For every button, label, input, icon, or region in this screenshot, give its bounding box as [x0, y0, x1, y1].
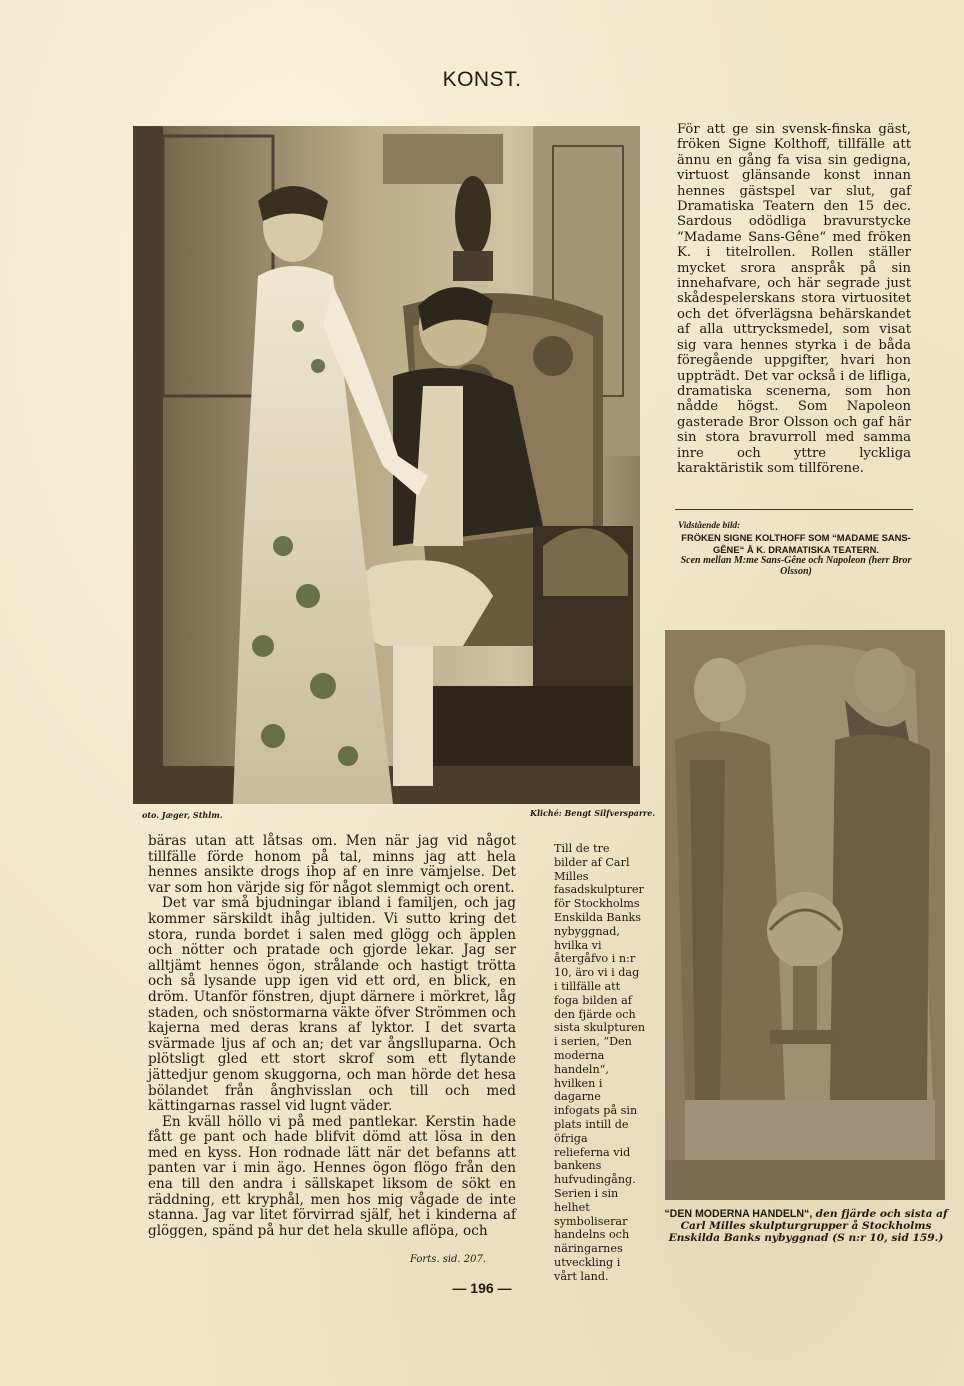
article-intro: [677, 122, 911, 476]
continued-note: Forts. sid. 207.: [410, 1254, 487, 1265]
page-title: KONST.: [442, 68, 522, 91]
relief-caption-text: den fjärde och sista af Carl Milles skulpturgrupper å Stockholms Enskilda Banks nybyggnad (S n:r 10, sid 159.): [668, 1208, 948, 1245]
main-photo-caption: [678, 521, 914, 577]
cliche-credit: Kliché: Bengt Silfversparre.: [530, 808, 656, 818]
relief-caption-title: “DEN MODERNA HANDELN“,: [664, 1208, 813, 1220]
page-number: — 196 —: [452, 1280, 512, 1296]
story-paragraph-2: Det var små bjudningar ibland i familjen, och jag kommer särskildt ihåg jultiden. Vi sutto kring det stora, runda bordet i salen med glögg och äpplen och nötter och pratade och gjorde lekar. Jag ser alltjämt hennes ögon, strålande och hastigt trötta och så lysande upp igen vid ett ord, en blick, en dröm. Utanför fönstren, djupt därnere i mörkret, låg staden, och snöstormarna väkte öfver Strömmen och kajerna med deras krans af lyktor. I det svarta svärmade ljus af och an; det var ångslluparna. Och plötsligt gled ett stort skrof som ett flytande jättedjur genom skuggorna, och man hörde det hesa bölandet från ånghvisslan och till och med kättingarnas rassel vid lugnt väder.: [148, 895, 516, 1115]
sculpture-note-text: Till de tre bilder af Carl Milles fasadskulpturer för Stockholms Enskilda Banks nybyggnad, hvilka vi återgåfvo i n:r 10, äro vi i dag i tillfälle att foga bilden af den fjärde och sista skulpturen i serien, “Den moderna handeln“, hvilken i dagarne infogats på sin plats intill de öfriga relieferna vid bankens hufvudingång. Serien i sin helhet symboliserar handelns och näringarnes utveckling i vårt land.: [554, 842, 646, 1283]
caption-label: Vidstående bild:: [678, 521, 741, 531]
divider-rule: [675, 509, 913, 510]
relief-photo: [665, 630, 945, 1200]
stage-photo: [133, 126, 640, 804]
story-paragraph-1: bäras utan att låtsas om. Men när jag vid något tillfälle förde honom på tal, minns jag att hela hennes ansikte drogs ihop af en inre vämjelse. Det var som hon värjde sig för något slemmigt och orent.: [148, 833, 516, 896]
story-paragraph-3: En kväll höllo vi på med pantlekar. Kerstin hade fått ge pant och hade blifvit dömd att lösa in den med en kyss. Hon rodnade lätt när det befanns att panten var i min ägo. Hennes ögon flögo från den ena till den andra i sällskapet liksom de sökt en räddning, ett kryphål, men hos mig vågade de inte stanna. Jag var litet förvirrad själf, het i kinderna af glöggen, spänd på hur det hela skulle aflöpa, och: [148, 1113, 516, 1239]
relief-caption: [664, 1208, 948, 1245]
stage-photo-illustration: [133, 126, 640, 804]
article-intro-text: För att ge sin svensk-finska gäst, fröken Signe Kolthoff, tillfälle att ännu en gång fa visa sin gedigna, virtuost glänsande konst innan hennes gästspel var slut, gaf Dramatiska Teatern den 15 dec. Sardous odödliga bravurstycke “Madame Sans-Gêne“ med fröken K. i titelrollen. Rollen ställer mycket srora anspråk på sin innehafvare, och här segrade just skådespelerskans stora virtuositet och det öfverlägsna behärskandet af alla uttrycksmedel, som visat sig vara hennes styrka i de båda föregående uppgifter, hvari hon uppträdt. Det var också i de lifliga, dramatiska scenerna, som hon nådde högst. Som Napoleon gasterade Bror Olsson och gaf här sin stora bravurroll med samma inre och yttre lyckliga karaktäristik som tillförene.: [677, 122, 911, 476]
sculpture-note: [554, 842, 646, 1284]
caption-line-1: FRÖKEN SIGNE KOLTHOFF SOM “MADAME SANS-GÊNE“ Å K. DRAMATISKA TEATERN.: [681, 532, 911, 555]
caption-line-2: Scen mellan M:me Sans-Gêne och Napoleon (herr Bror Olsson): [680, 554, 912, 578]
relief-photo-illustration: [665, 630, 945, 1200]
story-column: [148, 834, 516, 1239]
photo-credit: oto. Jæger, Sthlm.: [142, 810, 223, 820]
